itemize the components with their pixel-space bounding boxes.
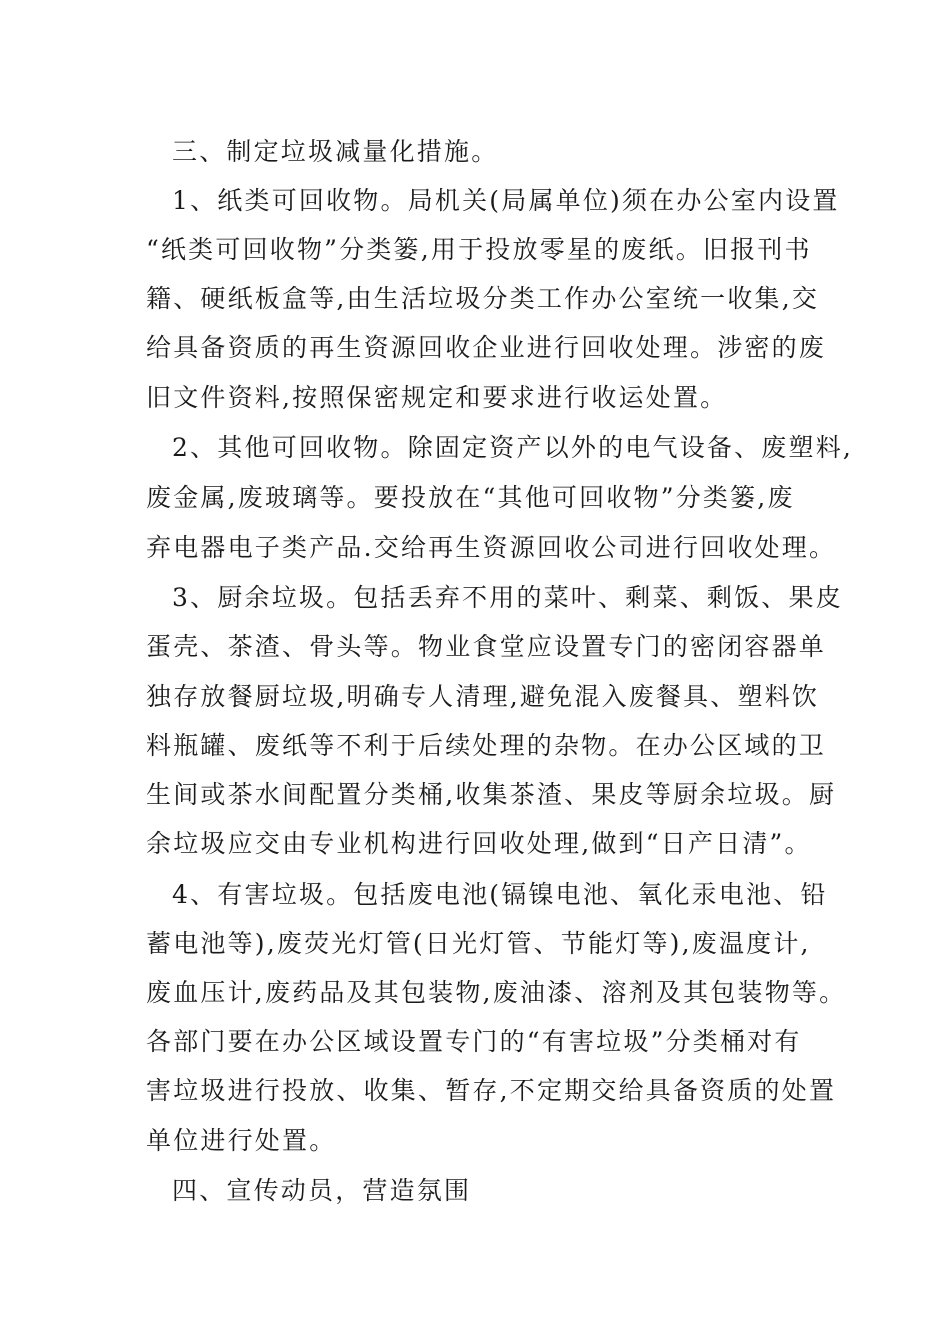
paragraph-line: “纸类可回收物”分类篓,用于投放零星的废纸。旧报刊书 <box>146 235 812 264</box>
paragraph-line: 生间或茶水间配置分类桶,收集茶渣、果皮等厨余垃圾。厨 <box>146 780 837 809</box>
paragraph-line: 1、纸类可回收物。局机关(局属单位)须在办公室内设置 <box>172 186 840 215</box>
paragraph-line: 弃电器电子类产品.交给再生资源回收公司进行回收处理。 <box>146 533 837 562</box>
paragraph-line: 独存放餐厨垃圾,明确专人清理,避免混入废餐具、塑料饮 <box>146 682 820 711</box>
paragraph-line: 2、其他可回收物。除固定资产以外的电气设备、废塑料, <box>172 433 854 462</box>
section-heading-three: 三、制定垃圾减量化措施。 <box>172 137 499 166</box>
paragraph-line: 废血压计,废药品及其包装物,废油漆、溶剂及其包装物等。 <box>146 978 847 1007</box>
paragraph-line: 旧文件资料,按照保密规定和要求进行收运处置。 <box>146 383 728 412</box>
paragraph-line: 料瓶罐、废纸等不利于后续处理的杂物。在办公区域的卫 <box>146 731 827 760</box>
paragraph-line: 蛋壳、茶渣、骨头等。物业食堂应设置专门的密闭容器单 <box>146 632 827 661</box>
paragraph-line: 3、厨余垃圾。包括丢弃不用的菜叶、剩菜、剩饭、果皮 <box>172 583 843 612</box>
paragraph-line: 废金属,废玻璃等。要投放在“其他可回收物”分类篓,废 <box>146 483 795 512</box>
section-heading-four: 四、宣传动员，营造氛围 <box>172 1176 472 1205</box>
paragraph-line: 4、有害垃圾。包括废电池(镉镍电池、氧化汞电池、铅 <box>172 880 828 909</box>
paragraph-line: 给具备资质的再生资源回收企业进行回收处理。涉密的废 <box>146 333 827 362</box>
paragraph-line: 害垃圾进行投放、收集、暂存,不定期交给具备资质的处置 <box>146 1076 837 1105</box>
paragraph-line: 单位进行处置。 <box>146 1126 337 1155</box>
paragraph-line: 各部门要在办公区域设置专门的“有害垃圾”分类桶对有 <box>146 1027 802 1056</box>
paragraph-line: 蓄电池等),废荧光灯管(日光灯管、节能灯等),废温度计, <box>146 929 811 958</box>
paragraph-line: 籍、硬纸板盒等,由生活垃圾分类工作办公室统一收集,交 <box>146 284 820 313</box>
paragraph-line: 余垃圾应交由专业机构进行回收处理,做到“日产日清”。 <box>146 829 812 858</box>
